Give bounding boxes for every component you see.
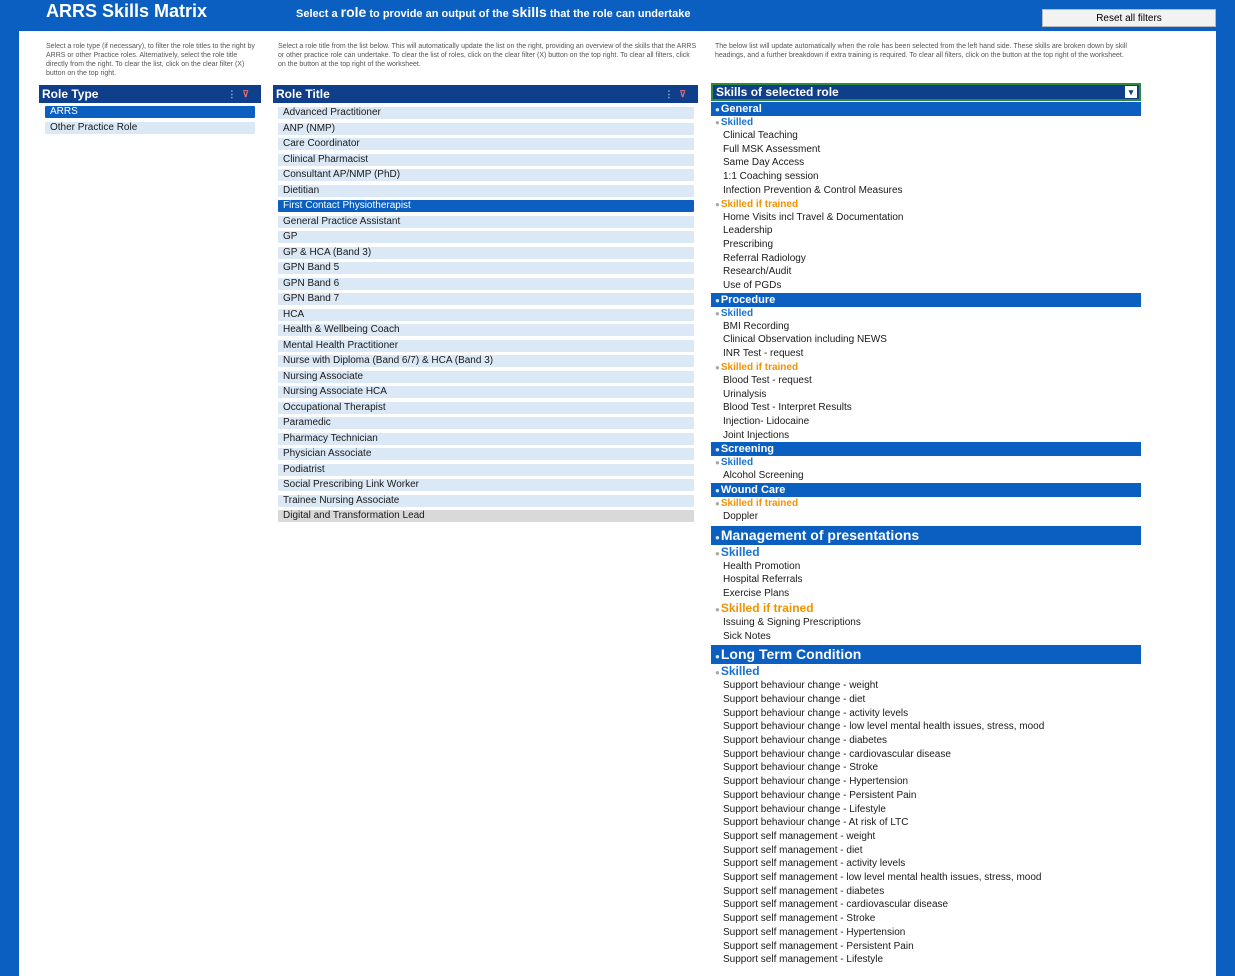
skill-row-label: Support behaviour change - activity levels — [723, 707, 909, 719]
role-title-item[interactable]: GP — [278, 231, 694, 243]
expand-bullet-icon[interactable]: ● — [715, 308, 720, 318]
skill-item — [711, 630, 771, 643]
subtitle-skills: skills — [511, 4, 547, 20]
skill-item — [711, 211, 903, 224]
skill-item — [711, 748, 951, 761]
role-title-item[interactable]: Mental Health Practitioner — [278, 340, 694, 352]
skill-category-header[interactable] — [711, 442, 1141, 456]
skill-row-label: Exercise Plans — [723, 588, 790, 600]
skill-row-label: Alcohol Screening — [723, 470, 804, 482]
page-title: ARRS Skills Matrix — [46, 1, 208, 21]
skill-category-header[interactable] — [711, 483, 1141, 497]
skill-row-label: Infection Prevention & Control Measures — [723, 184, 903, 196]
skill-row-label: Support self management - diabetes — [723, 885, 885, 897]
skill-row-label: Support behaviour change - Persistent Pain — [723, 789, 917, 801]
skill-row-label: Procedure — [720, 293, 776, 306]
expand-bullet-icon[interactable]: ● — [715, 486, 720, 495]
skill-row-label: Support behaviour change - weight — [723, 680, 879, 692]
skill-row-label: Support self management - Lifestyle — [723, 954, 884, 966]
skill-item — [711, 734, 887, 747]
skill-item — [711, 374, 812, 387]
skills-header[interactable] — [711, 83, 1141, 101]
expand-bullet-icon[interactable]: ● — [715, 295, 720, 305]
role-title-item[interactable]: Occupational Therapist — [278, 402, 694, 414]
skill-item — [711, 469, 804, 482]
skill-row-label: Support behaviour change - At risk of LTC — [723, 817, 909, 829]
role-title-item[interactable]: Care Coordinator — [278, 138, 694, 150]
role-title-item[interactable]: Advanced Practitioner — [278, 107, 694, 119]
skill-level-skilled[interactable] — [711, 307, 753, 320]
skill-row-label: Skilled — [720, 307, 754, 319]
skill-item — [711, 871, 1042, 884]
skill-item — [711, 940, 914, 953]
skill-row-label: Blood Test - Interpret Results — [723, 402, 852, 414]
skill-row-label: Skilled if trained — [720, 498, 799, 509]
expand-bullet-icon[interactable]: ● — [715, 199, 720, 209]
role-title-item[interactable]: Digital and Transformation Lead — [278, 510, 694, 522]
skill-item — [711, 844, 863, 857]
skill-item — [711, 143, 820, 156]
filter-dropdown-icon[interactable]: ▾ — [1125, 86, 1137, 98]
role-title-item[interactable]: GPN Band 7 — [278, 293, 694, 305]
role-title-item[interactable]: GP & HCA (Band 3) — [278, 247, 694, 259]
skill-row-label: Clinical Teaching — [723, 130, 798, 141]
skill-row-label: Support behaviour change - diabetes — [723, 735, 888, 746]
page-subtitle — [296, 4, 690, 22]
slicer-controls — [227, 85, 255, 103]
expand-bullet-icon[interactable]: ● — [715, 458, 720, 468]
skill-row-label: Support behaviour change - cardiovascular disease — [723, 748, 951, 760]
skill-row-label: Blood Test - request — [723, 374, 812, 386]
expand-bullet-icon[interactable]: ● — [715, 668, 720, 678]
skill-category-header[interactable] — [711, 293, 1141, 307]
skill-row-label: Injection- Lidocaine — [723, 415, 810, 427]
expand-bullet-icon[interactable]: ● — [715, 604, 720, 614]
skill-item — [711, 265, 791, 278]
subtitle-part: Select a — [296, 8, 341, 20]
skill-item — [711, 775, 908, 788]
skill-row-label: Hospital Referrals — [723, 574, 803, 586]
skill-row-label: Skilled — [720, 117, 754, 128]
skill-item — [711, 679, 878, 692]
expand-bullet-icon[interactable]: ● — [715, 548, 720, 558]
skill-row-label: Skilled — [720, 664, 760, 679]
role-title-item[interactable]: GPN Band 6 — [278, 278, 694, 290]
skill-row-label: Urinalysis — [723, 388, 767, 400]
role-title-instructions: Select a role title from the list below. This will automatically update the list on the right, providing an overview of the skills that the ARRS or other practice role can undertake. To clear the list of roles, click on the clear filter (X) button on the top right. To clear all filters, click on the button at the top right of the worksheet. — [278, 43, 697, 68]
clear-filter-icon[interactable]: ⊽ — [679, 89, 692, 99]
skill-item — [711, 429, 789, 442]
skill-row-label: Screening — [720, 443, 775, 456]
skill-row-label: Same Day Access — [723, 157, 805, 169]
skill-row-label: Support behaviour change - Stroke — [723, 762, 879, 774]
skill-item — [711, 156, 804, 169]
expand-bullet-icon[interactable]: ● — [715, 445, 720, 455]
skill-row-label: Skilled — [720, 457, 754, 469]
multi-select-icon[interactable]: ⋮ — [664, 89, 680, 99]
role-title-item[interactable]: ANP (NMP) — [278, 123, 694, 135]
role-title-item[interactable]: HCA — [278, 309, 694, 321]
skill-row-label: Support behaviour change - low level mental health issues, stress, mood — [723, 721, 1045, 733]
skill-item — [711, 388, 766, 401]
skill-row-label: INR Test - request — [723, 348, 804, 360]
skill-item — [711, 898, 948, 911]
expand-bullet-icon[interactable]: ● — [715, 362, 720, 372]
role-type-item[interactable]: ARRS — [45, 106, 255, 118]
skill-row-label: Issuing & Signing Prescriptions — [723, 616, 861, 628]
skill-item — [711, 707, 908, 720]
skill-level-if-trained[interactable] — [711, 601, 814, 617]
skill-row-label: Skilled if trained — [720, 600, 814, 615]
skill-level-skilled[interactable] — [711, 664, 760, 680]
skill-row-label: Doppler — [723, 511, 759, 522]
skill-row-label: Skilled if trained — [720, 198, 799, 210]
role-title-item[interactable]: Physician Associate — [278, 448, 694, 460]
skill-row-label: Health Promotion — [723, 560, 801, 572]
role-type-header — [39, 85, 261, 103]
skill-row-label: Clinical Observation including NEWS — [723, 334, 887, 346]
skill-level-if-trained[interactable] — [711, 497, 798, 510]
skill-row-label: Support behaviour change - Hypertension — [723, 776, 909, 788]
skill-row-label: Prescribing — [723, 238, 774, 250]
skill-item — [711, 252, 806, 265]
role-title-item[interactable]: Nursing Associate HCA — [278, 386, 694, 398]
skill-row-label: Referral Radiology — [723, 252, 806, 264]
skill-item — [711, 573, 802, 586]
skill-row-label: Use of PGDs — [723, 280, 782, 291]
skill-item — [711, 816, 908, 829]
skill-row-label: Support self management - weight — [723, 830, 876, 842]
skill-row-label: Home Visits incl Travel & Documentation — [723, 211, 904, 223]
expand-bullet-icon[interactable]: ● — [715, 118, 720, 127]
skill-item — [711, 926, 905, 939]
skill-item — [711, 953, 883, 966]
skill-item — [711, 279, 781, 292]
skill-row-label: Support self management - cardiovascular disease — [723, 899, 949, 911]
skill-item — [711, 803, 886, 816]
role-title-header — [273, 85, 698, 103]
skill-row-label: Support self management - low level mental health issues, stress, mood — [723, 872, 1042, 883]
skill-row-label: BMI Recording — [723, 320, 790, 332]
role-title-item[interactable]: Health & Wellbeing Coach — [278, 324, 694, 336]
skill-item — [711, 616, 861, 629]
skill-row-label: Leadership — [723, 225, 773, 237]
skills-header-label: Skills of selected role — [716, 85, 839, 99]
skill-row-label: Management of presentations — [720, 526, 920, 543]
skill-row-label: Skilled if trained — [720, 361, 799, 373]
skill-row-label: Wound Care — [720, 484, 786, 496]
sheet-edge — [0, 447, 19, 976]
role-title-item[interactable]: Pharmacy Technician — [278, 433, 694, 445]
skill-row-label: General — [720, 103, 762, 115]
skill-row-label: Skilled — [720, 544, 760, 559]
skill-item — [711, 401, 852, 414]
role-title-item[interactable]: Trainee Nursing Associate — [278, 495, 694, 507]
skill-row-label: Support behaviour change - diet — [723, 693, 866, 705]
role-type-item[interactable]: Other Practice Role — [45, 122, 255, 134]
skill-item — [711, 333, 887, 346]
skill-level-if-trained[interactable] — [711, 361, 798, 374]
role-type-instructions: Select a role type (if necessary), to filter the role titles to the right by ARRS or other Practice roles. Alternatively, select the role title directly from the right. To clear the list, click on the clear filter (X) button on the top right. — [46, 43, 255, 77]
role-title-item[interactable]: Nurse with Diploma (Band 6/7) & HCA (Band 3) — [278, 355, 694, 367]
skill-category-header[interactable] — [711, 526, 1141, 545]
role-title-item[interactable]: GPN Band 5 — [278, 262, 694, 274]
skill-level-skilled[interactable] — [711, 545, 760, 561]
skill-row-label: Research/Audit — [723, 266, 792, 278]
subtitle-part: that the role can undertake — [546, 8, 691, 20]
skill-item — [711, 789, 916, 802]
role-title-item[interactable]: Dietitian — [278, 185, 694, 197]
expand-bullet-icon[interactable]: ● — [715, 532, 720, 542]
subtitle-role: role — [340, 4, 367, 20]
skill-item — [711, 415, 809, 428]
expand-bullet-icon[interactable]: ● — [715, 499, 720, 508]
skill-level-skilled[interactable] — [711, 456, 753, 469]
role-title-item[interactable]: Paramedic — [278, 417, 694, 429]
skill-item — [711, 170, 819, 183]
skill-row-label: Support behaviour change - Lifestyle — [723, 803, 886, 815]
skill-row-label: Support self management - diet — [723, 844, 863, 856]
role-title-item[interactable]: General Practice Assistant — [278, 216, 694, 228]
skill-category-header[interactable] — [711, 645, 1141, 664]
skill-level-if-trained[interactable] — [711, 198, 798, 211]
skill-row-label: Support self management - activity levels — [723, 858, 906, 870]
skill-row-label: Sick Notes — [723, 630, 771, 642]
reset-all-filters-button[interactable]: Reset all filters — [1042, 9, 1216, 27]
skill-item — [711, 857, 905, 870]
expand-bullet-icon[interactable]: ● — [715, 652, 720, 662]
skill-item — [711, 560, 800, 573]
skill-row-label: Full MSK Assessment — [723, 143, 821, 155]
skill-item — [711, 184, 903, 197]
role-title-item[interactable]: Nursing Associate — [278, 371, 694, 383]
skill-item — [711, 129, 798, 142]
role-type-header-label: Role Type — [42, 87, 99, 101]
skill-item — [711, 761, 878, 774]
multi-select-icon[interactable]: ⋮ — [227, 89, 243, 99]
skill-item — [711, 885, 884, 898]
skill-row-label: 1:1 Coaching session — [723, 171, 819, 183]
skill-item — [711, 238, 773, 251]
role-title-header-label: Role Title — [276, 87, 330, 101]
skill-row-label: Support self management - Stroke — [723, 913, 876, 925]
skill-row-label: Support self management - Persistent Pain — [723, 940, 914, 952]
role-title-item[interactable]: First Contact Physiotherapist — [278, 200, 694, 212]
skill-item — [711, 912, 875, 925]
role-title-item[interactable]: Social Prescribing Link Worker — [278, 479, 694, 491]
skill-item — [711, 720, 1044, 733]
skill-item — [711, 510, 758, 523]
subtitle-part: to provide an output of the — [366, 8, 512, 20]
role-title-item[interactable]: Consultant AP/NMP (PhD) — [278, 169, 694, 181]
role-title-item[interactable]: Clinical Pharmacist — [278, 154, 694, 166]
skill-level-skilled[interactable] — [711, 116, 753, 129]
expand-bullet-icon[interactable]: ● — [715, 105, 720, 114]
skill-category-header[interactable] — [711, 102, 1141, 116]
skill-item — [711, 693, 865, 706]
skill-item — [711, 320, 789, 333]
skills-instructions: The below list will update automatically when the role has been selected from the left hand side. These skills are broken down by skill headings, and a further breakdown if extra training is required. To clear all filters, click on the button at the top right of the worksheet. — [715, 43, 1127, 59]
clear-filter-icon[interactable]: ⊽ — [242, 89, 255, 99]
role-title-item[interactable]: Podiatrist — [278, 464, 694, 476]
skill-row-label: Support self management - Hypertension — [723, 926, 906, 938]
skill-item — [711, 347, 803, 360]
slicer-controls — [664, 85, 692, 103]
skill-item — [711, 587, 789, 600]
skill-row-label: Joint Injections — [723, 429, 790, 441]
skill-row-label: Long Term Condition — [720, 646, 862, 663]
skill-item — [711, 224, 772, 237]
skill-item — [711, 830, 875, 843]
